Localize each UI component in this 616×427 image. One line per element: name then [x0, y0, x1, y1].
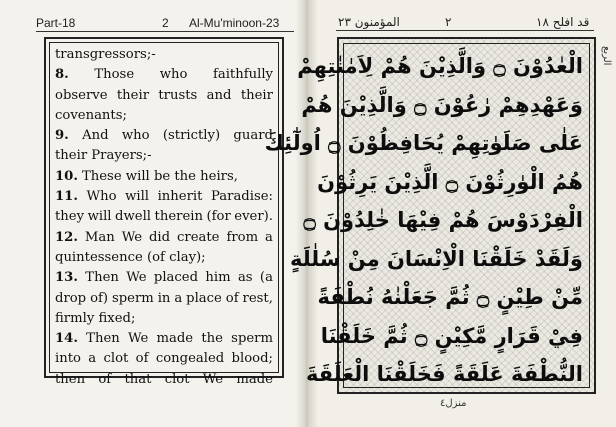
translation-line	[55, 45, 273, 65]
translation-word: inherit	[157, 189, 203, 205]
translation-line	[55, 187, 273, 207]
arabic-line: الْفِرْدَوْسَ هُمْ فِيْهَا خٰلِدُوْنَ ۝	[303, 208, 583, 232]
arabic-line: عَلٰى صَلَوٰتِهِمْ يُحَافِظُوْنَ ۝ اُولٰٓئِكَ	[264, 131, 583, 155]
translation-word: faithfully	[212, 67, 273, 83]
translation-line	[55, 167, 273, 187]
arabic-line: النُّطْفَةَ عَلَقَةً فَخَلَقْنَا الْعَلَقَةَ	[305, 362, 583, 386]
translation-word: and	[206, 87, 232, 103]
translation-line	[55, 86, 273, 106]
arabic-line: الْعٰدُوْنَ ۝ وَالَّذِيْنَ هُمْ لِاَمٰنٰتِهِمْ	[297, 54, 583, 78]
translation-word: blood;	[231, 351, 273, 367]
translation-word: guard	[233, 128, 273, 144]
translation-word: (strictly)	[162, 128, 221, 144]
translation-line	[55, 349, 273, 369]
verse-number: 11.	[55, 189, 78, 205]
translation-word: into	[55, 351, 81, 367]
translation-word: congealed	[155, 351, 225, 367]
translation-word: as	[237, 270, 253, 286]
translation-word: therein	[154, 209, 203, 225]
translation-line	[55, 65, 273, 85]
verse-number: 9.	[55, 128, 69, 144]
translation-line	[55, 329, 273, 349]
translation-text	[55, 45, 273, 390]
translation-line	[55, 289, 273, 309]
translation-word: made	[156, 331, 194, 347]
translation-word: observe	[55, 87, 108, 103]
translation-word: create	[177, 229, 220, 245]
arabic-text	[264, 43, 590, 388]
translation-word: covenants;	[55, 107, 127, 123]
translation-frame	[44, 37, 284, 387]
translation-word: who	[159, 67, 188, 83]
translation-word: the	[201, 331, 223, 347]
translation-word: We	[127, 331, 149, 347]
header-divider	[36, 31, 294, 32]
arabic-header-divider	[336, 30, 594, 31]
translation-word: him	[205, 270, 231, 286]
translation-word: These will be the heirs,	[81, 168, 238, 184]
translation-line	[55, 207, 273, 227]
translation-word: Then	[85, 270, 119, 286]
verse-number: 12.	[55, 229, 78, 245]
translation-word: transgressors;-	[55, 47, 156, 62]
translation-word: of)	[90, 290, 109, 306]
translation-word: rest,	[242, 290, 273, 306]
manzil-footer: منزل٤	[440, 398, 467, 409]
translation-line	[55, 370, 273, 390]
translation-line	[55, 106, 273, 126]
translation-word: We	[202, 371, 224, 387]
translation-word: in	[157, 290, 171, 306]
verse-number: 14.	[55, 331, 78, 347]
translation-word: who	[121, 128, 150, 144]
arabic-text-frame	[264, 37, 596, 394]
translation-word: will	[125, 189, 150, 205]
translation-word: that	[124, 371, 152, 387]
arabic-surah-title: المؤمنون ٢٣	[338, 15, 400, 29]
margin-marker: الربع	[601, 46, 612, 66]
translation-word: ever).	[234, 209, 273, 225]
translation-word: their Prayers;-	[55, 148, 152, 164]
translation-word: Man	[84, 229, 115, 245]
translation-word: placed	[153, 270, 199, 286]
translation-word: a	[88, 351, 97, 367]
arabic-page-number: ٢	[445, 15, 452, 29]
translation-word: (a	[259, 270, 273, 286]
translation-word: they	[55, 209, 85, 225]
translation-line	[55, 146, 273, 166]
translation-word: of	[135, 351, 149, 367]
translation-word: clot	[164, 371, 190, 387]
surah-title: Al-Mu'minoon-23	[189, 16, 280, 30]
arabic-line: وَلَقَدْ خَلَقْنَا الْاِنْسَانَ مِنْ سُلٰلَةٍ	[289, 246, 583, 271]
arabic-line: وَعَهْدِهِمْ رٰعُوْنَ ۝ وَالَّذِيْنَ هُمْ	[301, 92, 583, 117]
translation-word: then	[55, 371, 86, 387]
translation-word: their	[116, 87, 149, 103]
translation-word: drop	[55, 290, 87, 306]
translation-word: place	[186, 290, 222, 306]
part-label: Part-18	[36, 16, 76, 30]
translation-word: And	[82, 128, 109, 144]
verse-number: 8.	[55, 67, 69, 83]
translation-word: sperm	[231, 331, 273, 347]
translation-word: Paradise:	[211, 189, 273, 205]
translation-word: a	[174, 290, 183, 306]
translation-word: We	[121, 229, 143, 245]
verse-number: 10.	[55, 168, 78, 184]
translation-word: of	[225, 290, 239, 306]
translation-word: (for	[206, 209, 231, 225]
translation-word: sperm	[111, 290, 154, 306]
translation-word: made	[236, 371, 273, 387]
translation-word: We	[126, 270, 147, 286]
translation-word: clot	[103, 351, 129, 367]
arabic-line: هُمُ الْوٰرِثُوْنَ ۝ الَّذِيْنَ يَرِثُوْنَ	[317, 169, 583, 194]
translation-line	[55, 268, 273, 288]
arabic-line: مِّنْ طِيْنٍ ۝ ثُمَّ جَعَلْنٰهُ نُطْفَةً	[317, 285, 583, 309]
translation-word: dwell	[115, 209, 152, 225]
verse-number: 13.	[55, 270, 78, 286]
translation-word: Who	[86, 189, 117, 205]
translation-word: Then	[86, 331, 120, 347]
page-number: 2	[162, 16, 169, 30]
translation-word: Those	[94, 67, 135, 83]
arabic-part-label: قد افلح ١٨	[536, 15, 590, 29]
translation-word: did	[148, 229, 171, 245]
translation-word: firmly fixed;	[55, 310, 136, 326]
translation-word: of	[98, 371, 112, 387]
translation-line	[55, 126, 273, 146]
translation-word: trusts	[158, 87, 198, 103]
translation-line	[55, 228, 273, 248]
translation-word: a	[265, 229, 273, 245]
translation-line	[55, 248, 273, 268]
translation-word: quintessence (of clay);	[55, 249, 206, 265]
translation-word: from	[226, 229, 259, 245]
arabic-line: فِيْ قَرَارٍ مَّكِيْنٍ ۝ ثُمَّ خَلَقْنَا	[320, 323, 583, 348]
translation-word: their	[240, 87, 273, 103]
translation-line	[55, 309, 273, 329]
translation-word: will	[87, 209, 112, 225]
